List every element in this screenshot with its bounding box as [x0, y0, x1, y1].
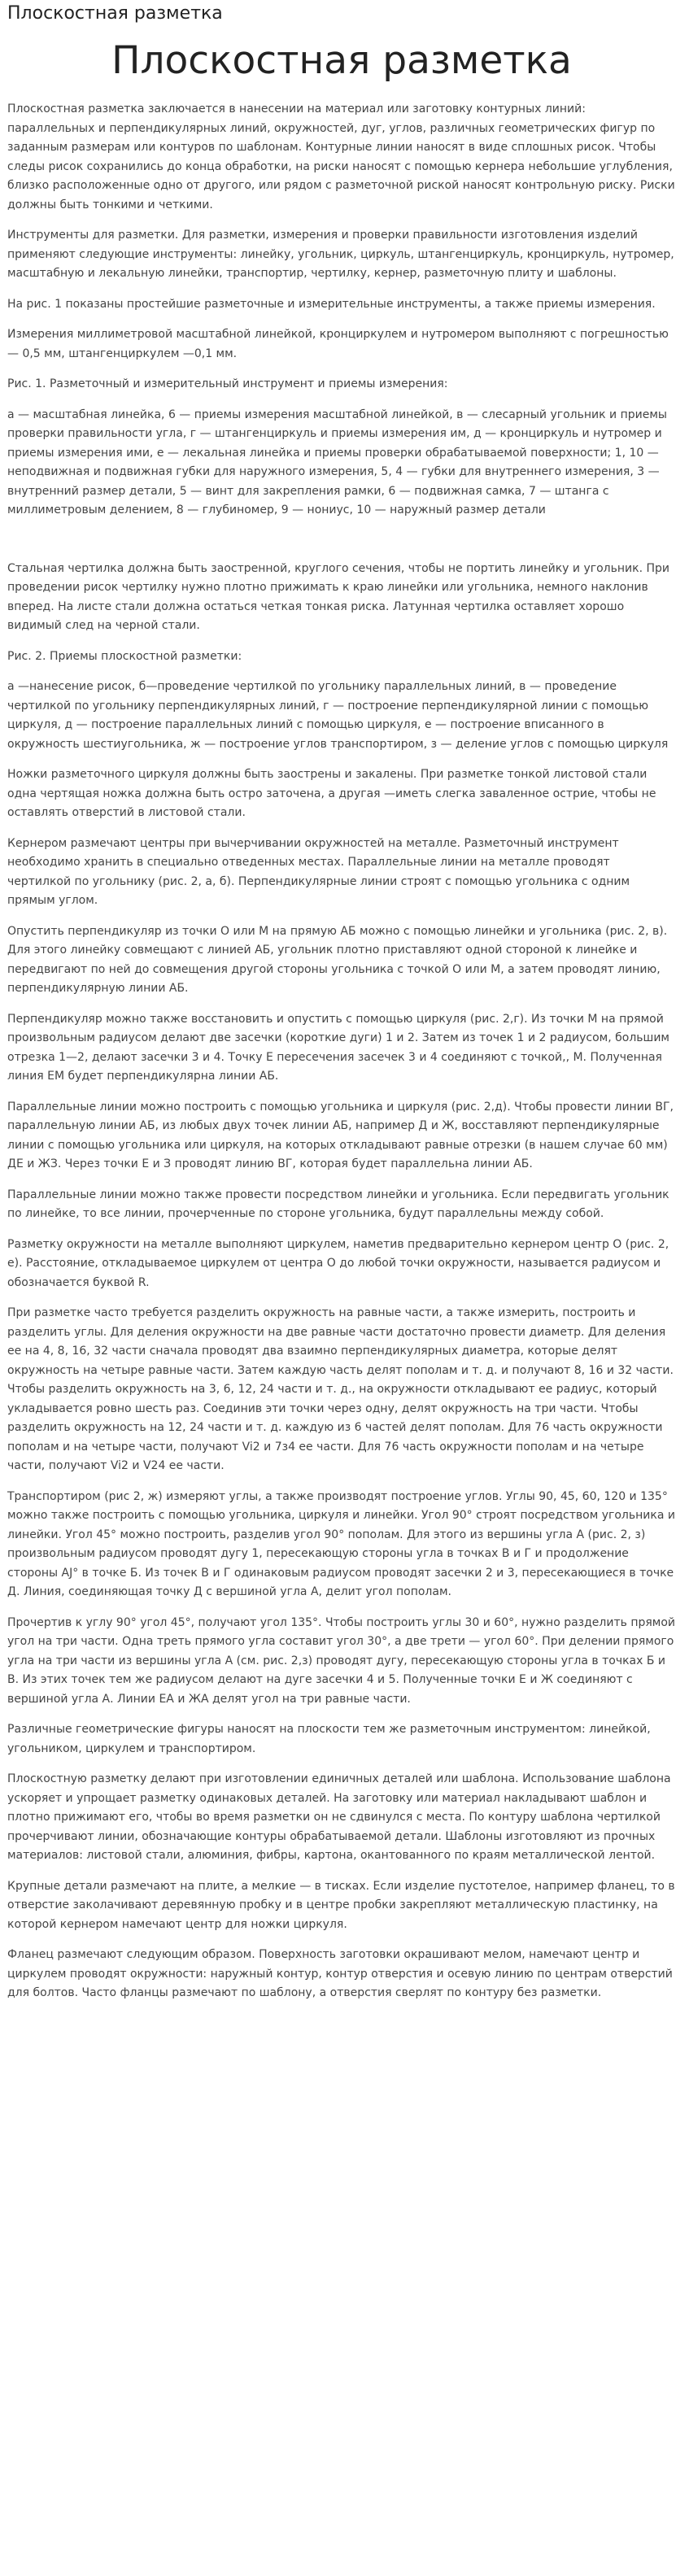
paragraph-intro: Плоскостная разметка заключается в нанесении на материал или заготовку контурных линий: параллельных и перпендикулярных линий, окружностей, дуг, углов, различных геометрических фигур по заданным размерам или контуров по шаблонам. Контурные линии наносят в виде сплошных рисок. Чтобы следы рисок сохранились до конца обработки, на риски наносят с помощью кернера небольшие углубления, близко расположенные одно от другого, или рядом с разметочной риской наносят контрольную риску. Риски должны быть тонкими и четкими.	[7, 102, 675, 211]
tab-title: Плоскостная разметка	[7, 3, 223, 24]
paragraph-fig1-intro: На рис. 1 показаны простейшие разметочные и измерительные инструменты, а также приемы измерения.	[7, 297, 656, 311]
paragraph-parallel-compass: Параллельные линии можно построить с помощью угольника и циркуля (рис. 2,д). Чтобы провести линии ВГ, параллельную линии АБ, из любых двух точек линии АБ, например Д и Ж, восставляют перпендикулярные линии с помощью угольника или циркуля, на которых откладывают равные отрезки (в нашем случае 60 мм) ДЕ и ЖЗ. Через точки Е и З проводят линию ВГ, которая будет параллельна линии АБ.	[7, 1100, 674, 1170]
paragraph-circle-division: При разметке часто требуется разделить окружность на равные части, а также измерить, построить и разделить углы. Для деления окружности на две равные части достаточно провести диаметр. Для деления ее на 4, 8, 16, 32 части сначала проводят два взаимно перпендикулярных диаметра, которые делят окружность на четыре равные части. Затем каждую часть делят пополам и т. д. и получают 8, 16 и 32 части. Чтобы разделить окружность на 3, 6, 12, 24 части и т. д., на окружности откладывают ее радиус, который укладывается ровно шесть раз. Соединив эти точки через одну, делят окружность на три части. Чтобы разделить окружность на 12, 24 части и т. д. каждую из 6 частей делят пополам. Для 76 часть окружности пополам и на четыре части, получают Vi2 и 7з4 ее части. Для 76 часть окружности пополам и на четыре части, получают Vi2 и V24 ее части.	[7, 1306, 674, 1472]
paragraph-parallel-ruler: Параллельные линии можно также провести посредством линейки и угольника. Если передвигать угольник по линейке, то все линии, прочерченные по стороне угольника, будут параллельны между собой.	[7, 1188, 669, 1220]
figure-1-caption: Рис. 1. Разметочный и измерительный инструмент и приемы измерения:	[7, 377, 448, 390]
paragraph-scriber: Стальная чертилка должна быть заостренной, круглого сечения, чтобы не портить линейку и угольник. При проведении рисок чертилку нужно плотно прижимать к краю линейки или угольника, немного наклонив вперед. На листе стали должна остаться четкая тонкая риска. Латунная чертилка оставляет хорошо видимый след на черной стали.	[7, 561, 669, 632]
paragraph-measurement-accuracy: Измерения миллиметровой масштабной линейкой, кронциркулем и нутромером выполняют с погрешностью— 0,5 мм, штангенциркулем —0,1 мм.	[7, 328, 669, 360]
paragraph-angle-division: Прочертив к углу 90° угол 45°, получают угол 135°. Чтобы построить углы 30 и 60°, нужно разделить прямой угол на три части. Одна треть прямого угла составит угол 30°, а две трети — угол 60°. При делении прямого угла на три части из вершины угла А (см. рис. 2,з) проводят дугу, пересекающую стороны угла в точках Б и В. Из этих точек тем же радиусом делают на дуге засечки 4 и 5. Полученные точки Е и Ж соединяют с вершиной угла А. Линии ЕА и ЖА делят угол на три равные части.	[7, 1615, 676, 1706]
paragraph-perpendicular-compass: Перпендикуляр можно также восстановить и опустить с помощью циркуля (рис. 2,г). Из точки М на прямой произвольным радиусом делают две засечки (короткие дуги) 1 и 2. Затем из точек 1 и 2 радиусом, большим отрезка 1—2, делают засечки 3 и 4. Точку Е пересечения засечек 3 и 4 соединяют с точкой,, М. Полученная линия ЕМ будет перпендикулярна линии АБ.	[7, 1012, 669, 1083]
paragraph-compass: Ножки разметочного циркуля должны быть заострены и закалены. При разметке тонкой листовой стали одна чертящая ножка должна быть остро заточена, а другая —иметь слегка заваленное острие, чтобы не оставлять отверстий в листовой стали.	[7, 768, 656, 819]
paragraph-template: Плоскостную разметку делают при изготовлении единичных деталей или шаблона. Использование шаблона ускоряет и упрощает разметку одинаковых деталей. На заготовку или материал накладывают шаблон и плотно прижимают его, чтобы во время разметки он не сдвинулся с места. По контуру шаблона чертилкой прочерчивают линии, обозначающие контуры обрабатываемой детали. Шаблоны изготовляют из прочных материалов: листовой стали, алюминия, фибры, картона, окантованного по краям металлической лентой.	[7, 1772, 671, 1862]
paragraph-figures: Различные геометрические фигуры наносят на плоскости тем же разметочным инструментом: линейкой, угольником, циркулем и транспортиром.	[7, 1723, 651, 1755]
figure-2-legend: а —нанесение рисок, б—проведение чертилкой по угольнику параллельных линий, в — проведение чертилкой по угольнику перпендикулярных линий, г — построение перпендикулярной линии с помощью циркуля, д — построение параллельных линий с помощью циркуля, е — построение вписанного в окружность шестиугольника, ж — построение углов транспортиром, з — деление углов с помощью циркуля	[7, 680, 669, 751]
figure-2-caption: Рис. 2. Приемы плоскостной разметки:	[7, 649, 242, 663]
paragraph-circle: Разметку окружности на металле выполняют циркулем, наметив предварительно кернером центр О (рис. 2, е). Расстояние, откладываемое циркулем от центра О до любой точки окружности, называется радиусом и обозначается буквой R.	[7, 1237, 669, 1289]
paragraph-perpendicular-square: Опустить перпендикуляр из точки О или М на прямую АБ можно с помощью линейки и угольника (рис. 2, в). Для этого линейку совмещают с линией АБ, угольник плотно приставляют одной стороной к линейке и передвигают по ней до совмещения другой стороны угольника с точкой О или М, а затем проводят линию, перпендикулярную линии АБ.	[7, 924, 668, 995]
paragraph-center-punch: Кернером размечают центры при вычерчивании окружностей на металле. Разметочный инструмент необходимо хранить в специально отведенных местах. Параллельные линии на металле проводят чертилкой по угольнику (рис. 2, а, б). Перпендикулярные линии строят с помощью угольника с одним прямым углом.	[7, 836, 630, 907]
paragraph-protractor: Транспортиром (рис 2, ж) измеряют углы, а также производят построение углов. Углы 90, 45, 60, 120 и 135° можно также построить с помощью угольника, циркуля и линейки. Угол 90° строят посредством угольника и линейки. Угол 45° можно построить, разделив угол 90° пополам. Для этого из вершины угла А (рис. 2, з) произвольным радиусом проводят дугу 1, пересекающую стороны угла в точках В и Г и продолжение стороны АJ° в точке Б. Из точек В и Г одинаковым радиусом проводят засечки 2 и 3, пересекающиеся в точке Д. Линия, соединяющая точку Д с вершиной угла А, делит угол пополам.	[7, 1489, 675, 1598]
page-title: Плоскостная разметка	[111, 38, 572, 83]
paragraph-tools: Инструменты для разметки. Для разметки, измерения и проверки правильности изготовления изделий применяют следующие инструменты: линейку, угольник, циркуль, штангенциркуль, кронциркуль, нутромер, масштабную и лекальную линейки, транспортир, чертилку, кернер, разметочную плиту и шаблоны.	[7, 229, 674, 280]
paragraph-large-parts: Крупные детали размечают на плите, а мелкие — в тисках. Если изделие пустотелое, например фланец, то в отверстие заколачивают деревянную пробку и в центре пробки закрепляют металлическую пластинку, на которой кернером намечают центр для ножки циркуля.	[7, 1879, 675, 1931]
paragraph-flange: Фланец размечают следующим образом. Поверхность заготовки окрашивают мелом, намечают центр и циркулем проводят окружности: наружный контур, контур отверстия и осевую линию по центрам отверстий для болтов. Часто фланцы размечают по шаблону, а отверстия сверлят по контуру без разметки.	[7, 1948, 673, 1999]
figure-1-legend: а — масштабная линейка, 6 — приемы измерения масштабной линейкой, в — слесарный угольник и приемы проверки правильности угла, г — штангенциркуль и приемы измерения им, д — кронциркуль и нутромер и приемы измерения ими, е — лекальная линейка и приемы проверки обрабатываемой поверхности; 1, 10 — неподвижная и подвижная губки для наружного измерения, 5, 4 — губки для внутреннего измерения, 3 — внутренний размер детали, 5 — винт для закрепления рамки, 6 — подвижная самка, 7 — штанга с миллиметровым делением, 8 — глубиномер, 9 — нониус, 10 — наружный размер детали	[7, 408, 667, 517]
